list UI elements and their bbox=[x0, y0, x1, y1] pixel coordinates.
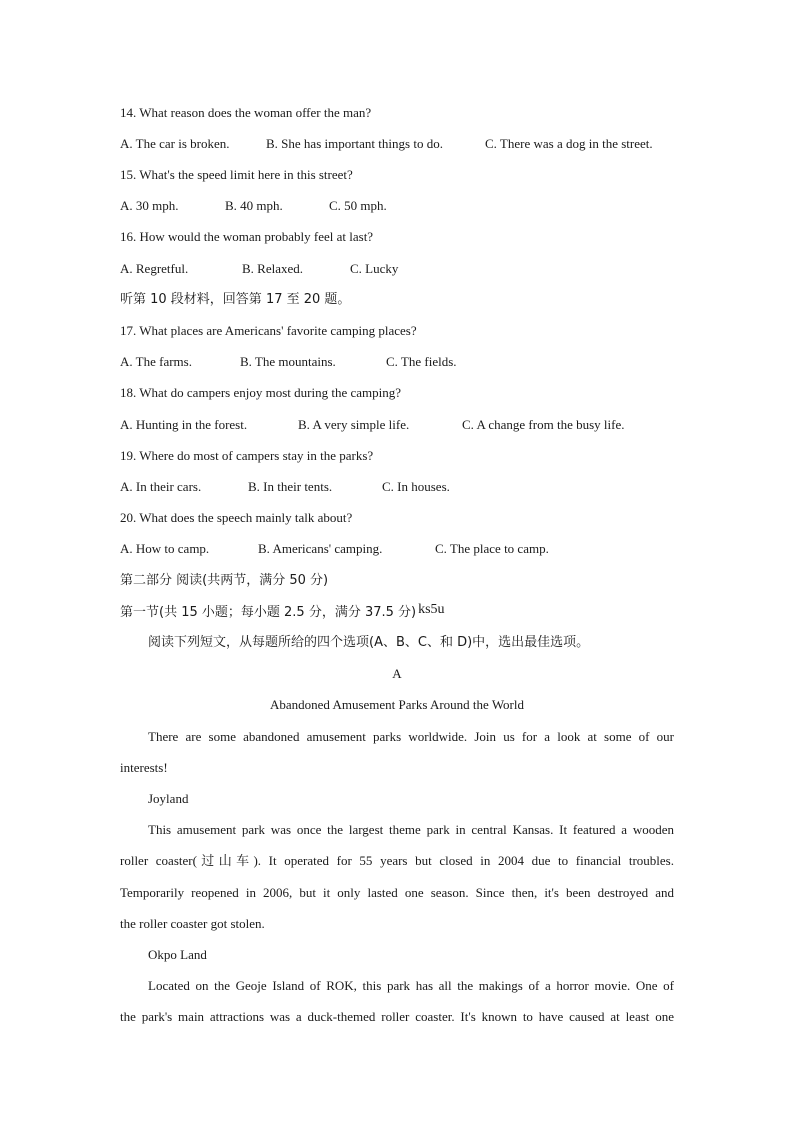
question-18-option-a: A. Hunting in the forest. bbox=[120, 417, 248, 432]
reading-instruction: 阅读下列短文，从每题所给的四个选项(A、B、C、和 D)中，选出最佳选项。 bbox=[148, 635, 590, 650]
joyland-line-3: Temporarily reopened in 2006, but it only lasted one season. Since then, it's been destroyed and bbox=[120, 885, 674, 900]
question-18-option-b: B. A very simple life. bbox=[298, 417, 410, 432]
question-17-option-c: C. The fields. bbox=[386, 354, 457, 369]
joyland-heading: Joyland bbox=[148, 791, 189, 806]
question-15-option-c: C. 50 mph. bbox=[329, 198, 387, 213]
question-15-option-a: A. 30 mph. bbox=[120, 198, 179, 213]
question-16-option-b: B. Relaxed. bbox=[242, 261, 304, 276]
okpo-land-line-1: Located on the Geoje Island of ROK, this park has all the makings of a horror movie. One of bbox=[148, 978, 674, 993]
question-17-option-b: B. The mountains. bbox=[240, 354, 336, 369]
question-15-option-b: B. 40 mph. bbox=[225, 198, 283, 213]
question-19-option-c: C. In houses. bbox=[382, 479, 450, 494]
question-16-stem: 16. How would the woman probably feel at last? bbox=[120, 229, 374, 244]
question-17-option-a: A. The farms. bbox=[120, 354, 192, 369]
passage-label: A bbox=[392, 666, 402, 681]
section-one-heading: 第一节(共 15 小题；每小题 2.5 分，满分 37.5 分) bbox=[120, 605, 417, 620]
question-20-stem: 20. What does the speech mainly talk about? bbox=[120, 510, 353, 525]
question-18-option-c: C. A change from the busy life. bbox=[462, 417, 625, 432]
intro-line-1: There are some abandoned amusement parks worldwide. Join us for a look at some of our bbox=[148, 729, 674, 744]
question-19-stem: 19. Where do most of campers stay in the parks? bbox=[120, 448, 374, 463]
question-20-option-a: A. How to camp. bbox=[120, 541, 210, 556]
question-14-option-c: C. There was a dog in the street. bbox=[485, 136, 653, 151]
okpo-land-line-2: the park's main attractions was a duck-themed roller coaster. It's known to have caused at least one bbox=[120, 1009, 674, 1024]
section-one-heading-row bbox=[120, 604, 445, 621]
question-14-stem: 14. What reason does the woman offer the man? bbox=[120, 105, 372, 120]
joyland-line-2: roller coaster(过山车). It operated for 55 years but closed in 2004 due to financial troubles. bbox=[120, 853, 674, 868]
question-16-option-c: C. Lucky bbox=[350, 261, 399, 276]
ks5u-watermark: ks5u bbox=[418, 602, 445, 617]
part-two-heading: 第二部分 阅读(共两节，满分 50 分) bbox=[120, 573, 329, 588]
question-16-option-a: A. Regretful. bbox=[120, 261, 189, 276]
joyland-line-1: This amusement park was once the largest theme park in central Kansas. It featured a wooden bbox=[148, 822, 674, 837]
question-20-option-b: B. Americans' camping. bbox=[258, 541, 383, 556]
question-18-stem: 18. What do campers enjoy most during the camping? bbox=[120, 385, 401, 400]
listening-section-instruction: 听第 10 段材料，回答第 17 至 20 题。 bbox=[120, 292, 351, 307]
question-14-option-b: B. She has important things to do. bbox=[266, 136, 443, 151]
okpo-land-heading: Okpo Land bbox=[148, 947, 207, 962]
question-14-option-a: A. The car is broken. bbox=[120, 136, 230, 151]
intro-line-2: interests! bbox=[120, 760, 168, 775]
joyland-line-4: the roller coaster got stolen. bbox=[120, 916, 265, 931]
question-19-option-b: B. In their tents. bbox=[248, 479, 333, 494]
passage-title: Abandoned Amusement Parks Around the World bbox=[270, 697, 524, 712]
question-19-option-a: A. In their cars. bbox=[120, 479, 202, 494]
question-15-stem: 15. What's the speed limit here in this street? bbox=[120, 167, 353, 182]
question-17-stem: 17. What places are Americans' favorite camping places? bbox=[120, 323, 417, 338]
question-20-option-c: C. The place to camp. bbox=[435, 541, 549, 556]
